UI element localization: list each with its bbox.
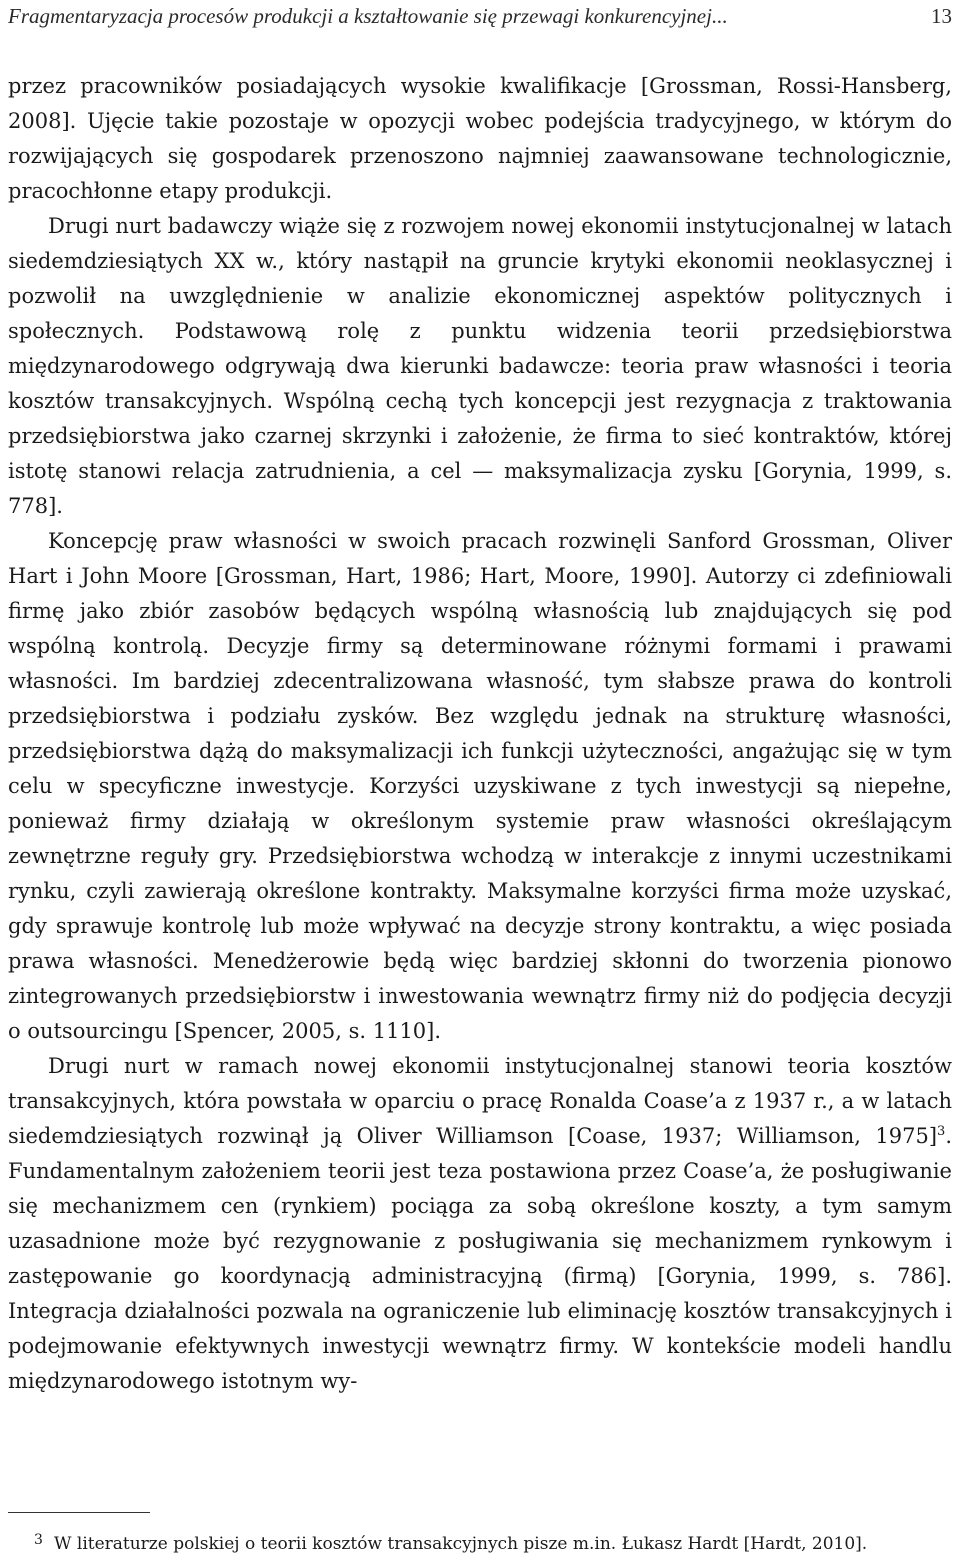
- footnote-text: W literaturze polskiej o teorii kosztów transakcyjnych pisze m.in. Łukasz Hardt [Hardt, 2010].: [54, 1534, 868, 1554]
- footnote-reference[interactable]: 3: [937, 1124, 946, 1139]
- footnote: [8, 1526, 952, 1558]
- paragraph-4-text-end: . Fundamentalnym założeniem teorii jest teza postawiona przez Coase’a, że posługiwanie się mechanizmem cen (rynkiem) pociąga za sobą określone koszty, a tym samym uzasadnione może być rezygnowanie z posługiwania się mechanizmem rynkowym i zastępowanie go koordynacją administracyjną (firmą) [Gorynia, 1999, s. 786]. Integracja działalności pozwala na ograniczenie lub eliminację kosztów transakcyjnych i podejmowanie efektywnych inwestycji wewnątrz firmy. W kontekście modeli handlu międzynarodowego istotnym wy-: [8, 1124, 952, 1393]
- paragraph-3: Koncepcję praw własności w swoich pracach rozwinęli Sanford Grossman, Oliver Hart i John Moore [Grossman, Hart, 1986; Hart, Moore, 1990]. Autorzy ci zdefiniowali firmę jako zbiór zasobów będących wspólną własnością lub znajdujących się pod wspólną kontrolą. Decyzje firmy są determinowane różnymi formami i prawami własności. Im bardziej zdecentralizowana własność, tym słabsze prawa do kontroli przedsiębiorstwa i podziału zysków. Bez względu jednak na strukturę własności, przedsiębiorstwa dążą do maksymalizacji ich funkcji użyteczności, angażując się w tym celu w specyficzne inwestycje. Korzyści uzyskiwane z tych inwestycji są niepełne, ponieważ firmy działają w określonym systemie praw własności określającym zewnętrzne reguły gry. Przedsiębiorstwa wchodzą w interakcje z innymi uczestnikami rynku, czyli zawierają określone kontrakty. Maksymalne korzyści firma może uzyskać, gdy sprawuje kontrolę lub może wpływać na decyzje strony kontraktu, a więc posiada prawa własności. Menedżerowie będą więc bardziej skłonni do tworzenia pionowo zintegrowanych przedsiębiorstw i inwestowania wewnątrz firmy niż do podjęcia decyzji o outsourcingu [Spencer, 2005, s. 1110].: [8, 529, 952, 1043]
- footnote-number: 3: [34, 1532, 43, 1548]
- body-text: [8, 69, 952, 1399]
- paragraph-4-text-start: Drugi nurt w ramach nowej ekonomii instytucjonalnej stanowi teoria kosztów transakcyjnych, która powstała w oparciu o pracę Ronalda Coase’a z 1937 r., a w latach siedemdziesiątych rozwinął ją Oliver Williamson [Coase, 1937; Williamson, 1975]: [8, 1054, 952, 1148]
- paragraph-2: Drugi nurt badawczy wiąże się z rozwojem nowej ekonomii instytucjonalnej w latach siedemdziesiątych XX w., który nastąpił na gruncie krytyki ekonomii neoklasycznej i pozwolił na uwzględnienie w analizie ekonomicznej aspektów politycznych i społecznych. Podstawową rolę z punktu widzenia teorii przedsiębiorstwa międzynarodowego odgrywają dwa kierunki badawcze: teoria praw własności i teoria kosztów transakcyjnych. Wspólną cechą tych koncepcji jest rezygnacja z traktowania przedsiębiorstwa jako czarnej skrzynki i założenie, że firma to sieć kontraktów, której istotę stanowi relacja zatrudnienia, a cel — maksymalizacja zysku [Gorynia, 1999, s. 778].: [8, 214, 952, 518]
- running-header-title: Fragmentaryzacja procesów produkcji a kształtowanie się przewagi konkurencyjnej...: [8, 4, 728, 28]
- footnote-divider: [8, 1512, 150, 1513]
- page-number: 13: [931, 4, 952, 28]
- paragraph-4: [8, 1049, 952, 1399]
- document-page: [8, 0, 952, 1563]
- running-header: [8, 0, 952, 32]
- paragraph-1: przez pracowników posiadających wysokie kwalifikacje [Grossman, Rossi-Hansberg, 2008]. Ujęcie takie pozostaje w opozycji wobec podejścia tradycyjnego, w którym do rozwijających się gospodarek przenoszono najmniej zaawansowane technologicznie, pracochłonne etapy produkcji.: [8, 74, 952, 203]
